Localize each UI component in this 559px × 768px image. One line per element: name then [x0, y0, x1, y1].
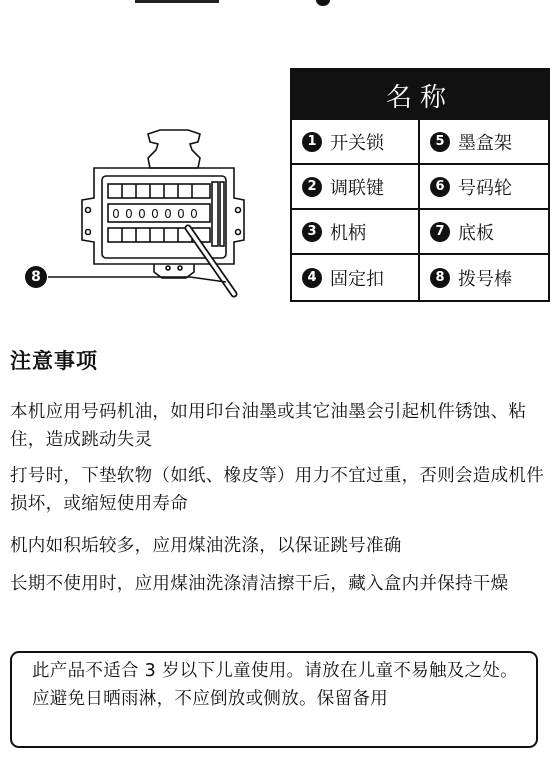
wheel-digit: 0 [164, 207, 172, 221]
part-item [420, 120, 548, 165]
part-item [292, 255, 420, 300]
wheel-digit: 0 [151, 207, 159, 221]
part-label: 底板 [458, 222, 494, 244]
part-item [420, 210, 548, 255]
part-number-badge: 5 [430, 132, 450, 152]
part-item [292, 120, 420, 165]
note-paragraph: 本机应用号码机油，如用印台油墨或其它油墨会引起机件锈蚀、粘住，造成跳动失灵 [10, 402, 527, 450]
note-paragraph: 长期不使用时，应用煤油洗涤清洁擦干后，藏入盒内并保持干燥 [10, 574, 509, 594]
note-paragraph: 打号时，下垫软物（如纸、橡皮等）用力不宜过重，否则会造成机件损坏，或缩短使用寿命 [10, 466, 544, 514]
part-number-badge: 2 [302, 177, 322, 197]
top-dot [316, 0, 330, 6]
part-number-badge: 6 [430, 177, 450, 197]
part-label: 墨盒架 [458, 132, 512, 154]
part-label: 拨号棒 [458, 268, 512, 290]
part-number-badge: 3 [302, 222, 322, 242]
part-item [420, 165, 548, 210]
number-wheel-digits [112, 207, 198, 221]
parts-grid [292, 120, 548, 300]
part-label: 机柄 [330, 222, 366, 244]
callout-leader-line [48, 277, 226, 282]
part-number-badge: 8 [430, 268, 450, 288]
note-paragraph: 机内如积垢较多，应用煤油洗涤，以保证跳号准确 [10, 536, 402, 556]
part-item [292, 210, 420, 255]
parts-table [290, 68, 550, 302]
callout-badge-8: 8 [25, 266, 47, 288]
part-item [420, 255, 548, 300]
wheel-digit: 0 [190, 207, 198, 221]
part-label: 固定扣 [330, 268, 384, 290]
parts-table-header: 名称 [292, 70, 548, 120]
dial-stick [188, 228, 234, 294]
safety-warning-box: 此产品不适合 3 岁以下儿童使用。请放在儿童不易触及之处。应避免日晒雨淋，不应倒放或侧放。保留备用 [10, 651, 538, 748]
part-number-badge: 1 [302, 132, 322, 152]
wheel-digit: 0 [138, 207, 146, 221]
wheel-digit: 0 [112, 207, 120, 221]
part-label: 号码轮 [458, 177, 512, 199]
notes-heading: 注意事项 [10, 349, 98, 373]
part-number-badge: 4 [302, 268, 322, 288]
part-label: 调联键 [330, 177, 384, 199]
part-item [292, 165, 420, 210]
machine-outline [82, 130, 244, 278]
part-label: 开关锁 [330, 132, 384, 154]
wheel-digit: 0 [177, 207, 185, 221]
top-divider [135, 0, 219, 3]
wheel-digit: 0 [125, 207, 133, 221]
part-number-badge: 7 [430, 222, 450, 242]
numbering-machine-diagram [20, 128, 260, 308]
